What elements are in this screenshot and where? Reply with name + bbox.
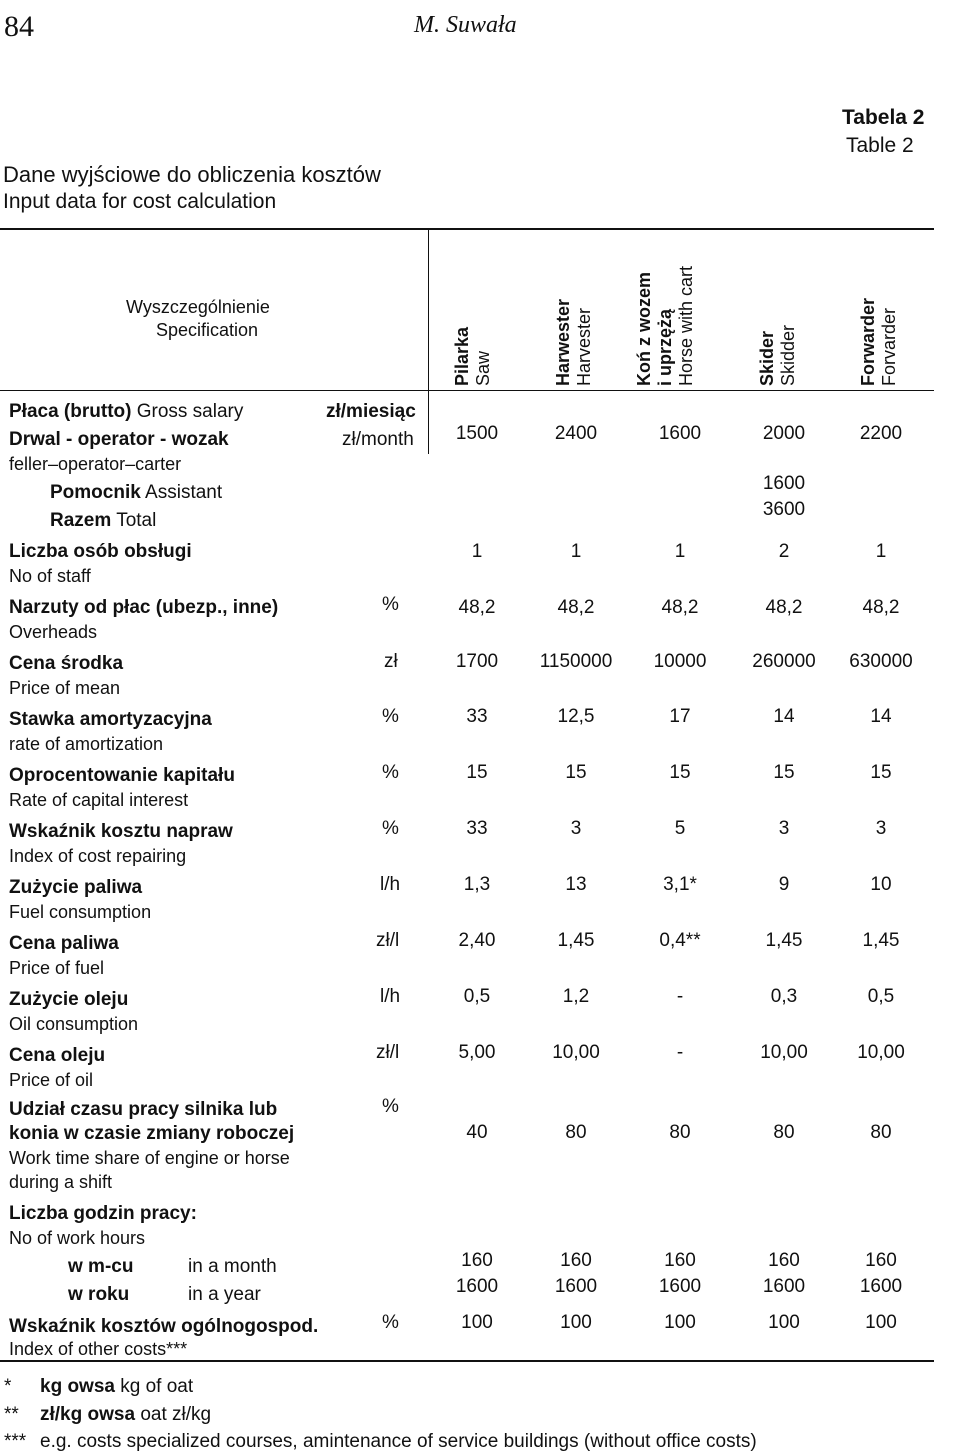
unit-oil-price: zł/l <box>376 1042 400 1063</box>
cell-amort-forwarder: 14 <box>870 706 892 727</box>
cell-general-horse: 100 <box>664 1312 696 1333</box>
cell-staff-forwarder: 1 <box>875 541 887 562</box>
row-label-worktime-en-2: during a shift <box>9 1172 113 1192</box>
cell-staff-horse: 1 <box>674 541 686 562</box>
column-header-harvester: Harwester Harvester <box>553 298 594 386</box>
cell-fuel-harvester: 13 <box>565 874 587 895</box>
cell-worktime-harvester: 80 <box>565 1122 587 1143</box>
cell-year-horse: 1600 <box>658 1276 702 1297</box>
cell-staff-skidder: 2 <box>778 541 790 562</box>
header-bottom-rule <box>0 390 934 391</box>
cell-year-skidder: 1600 <box>762 1276 806 1297</box>
column-header-horse: Koń z wozem i uprzężą Horse with cart <box>634 265 696 386</box>
cell-razem-skidder: 3600 <box>762 499 806 520</box>
row-label-overheads: Narzuty od płac (ubezp., inne) <box>9 597 279 618</box>
row-label-fuel-price-en: Price of fuel <box>9 958 105 978</box>
row-label-drwal: Drwal - operator - wozak <box>9 429 229 450</box>
unit-general: % <box>382 1312 399 1333</box>
row-label-fuel: Zużycie paliwa <box>9 877 143 898</box>
row-label-hours-en: No of work hours <box>9 1228 146 1248</box>
row-label-amort-en: rate of amortization <box>9 734 164 754</box>
unit-salary-pl: zł/miesiąc <box>326 401 416 422</box>
column-header-saw: Pilarka Saw <box>452 326 493 386</box>
cell-repair-harvester: 3 <box>570 818 582 839</box>
cell-drwal-skidder: 2000 <box>762 423 806 444</box>
cell-fuel-price-skidder: 1,45 <box>765 930 803 951</box>
cell-worktime-horse: 80 <box>669 1122 691 1143</box>
row-label-general: Wskaźnik kosztów ogólnogospod. <box>9 1316 319 1337</box>
unit-repair: % <box>382 818 399 839</box>
cell-repair-saw: 33 <box>466 818 488 839</box>
cell-capital-saw: 15 <box>466 762 488 783</box>
cell-oil-price-skidder: 10,00 <box>760 1042 808 1063</box>
cell-price-mean-horse: 10000 <box>653 651 707 672</box>
cell-general-skidder: 100 <box>768 1312 800 1333</box>
cell-fuel-price-saw: 2,40 <box>458 930 496 951</box>
cell-amort-saw: 33 <box>466 706 488 727</box>
cell-overheads-harvester: 48,2 <box>557 597 595 618</box>
table-title-en: Input data for cost calculation <box>3 190 277 213</box>
column-header-forwarder: Forwarder Forvarder <box>858 297 899 386</box>
table-title-pl: Dane wyjściowe do obliczenia kosztów <box>3 162 381 187</box>
unit-amort: % <box>382 706 399 727</box>
row-label-staff: Liczba osób obsługi <box>9 541 192 562</box>
cell-month-skidder: 160 <box>768 1250 800 1271</box>
row-label-worktime-en-1: Work time share of engine or horse <box>9 1148 290 1168</box>
column-header-skidder: Skider Skidder <box>757 324 798 386</box>
cell-amort-harvester: 12,5 <box>557 706 595 727</box>
cell-repair-forwarder: 3 <box>875 818 887 839</box>
row-label-capital: Oprocentowanie kapitału <box>9 765 235 786</box>
row-label-worktime-2: konia w czasie zmiany roboczej <box>9 1123 295 1144</box>
cell-pomocnik-skidder: 1600 <box>762 473 806 494</box>
unit-price-mean: zł <box>384 651 398 672</box>
cell-oil-forwarder: 0,5 <box>867 986 895 1007</box>
row-label-salary: Płaca (brutto) Gross salary <box>9 401 244 422</box>
cell-oil-saw: 0,5 <box>463 986 491 1007</box>
footnote-1: * kg owsa kg of oat <box>4 1376 194 1397</box>
cell-overheads-forwarder: 48,2 <box>862 597 900 618</box>
cell-repair-skidder: 3 <box>778 818 790 839</box>
cell-general-saw: 100 <box>461 1312 493 1333</box>
column-divider <box>428 229 429 454</box>
cell-month-saw: 160 <box>461 1250 493 1271</box>
running-head-author: M. Suwała <box>414 12 517 38</box>
cell-oil-price-forwarder: 10,00 <box>857 1042 905 1063</box>
cell-overheads-skidder: 48,2 <box>765 597 803 618</box>
cell-staff-saw: 1 <box>471 541 483 562</box>
cell-amort-skidder: 14 <box>773 706 795 727</box>
row-label-price-mean: Cena środka <box>9 653 124 674</box>
unit-oil: l/h <box>380 986 401 1007</box>
cell-worktime-saw: 40 <box>466 1122 488 1143</box>
row-label-year-pl: w roku <box>68 1284 130 1305</box>
cell-oil-harvester: 1,2 <box>562 986 590 1007</box>
row-label-fuel-en: Fuel consumption <box>9 902 152 922</box>
row-label-repair-en: Index of cost repairing <box>9 846 187 866</box>
cell-general-forwarder: 100 <box>865 1312 897 1333</box>
table-label-en: Table 2 <box>846 134 914 157</box>
cell-repair-horse: 5 <box>674 818 686 839</box>
spec-header-pl: Wyszczególnienie <box>126 297 270 317</box>
cell-worktime-skidder: 80 <box>773 1122 795 1143</box>
cell-drwal-horse: 1600 <box>658 423 702 444</box>
cell-month-harvester: 160 <box>560 1250 592 1271</box>
row-label-year-en: in a year <box>188 1284 261 1305</box>
row-label-oil-en: Oil consumption <box>9 1014 139 1034</box>
table-label-pl: Tabela 2 <box>842 106 925 129</box>
cell-drwal-forwarder: 2200 <box>859 423 903 444</box>
cell-fuel-price-horse: 0,4** <box>659 930 701 951</box>
cell-oil-price-harvester: 10,00 <box>552 1042 600 1063</box>
unit-fuel: l/h <box>380 874 401 895</box>
cell-capital-horse: 15 <box>669 762 691 783</box>
row-label-worktime-1: Udział czasu pracy silnika lub <box>9 1099 278 1120</box>
cell-oil-price-saw: 5,00 <box>458 1042 496 1063</box>
cell-fuel-price-harvester: 1,45 <box>557 930 595 951</box>
cell-fuel-saw: 1,3 <box>463 874 491 895</box>
unit-fuel-price: zł/l <box>376 930 400 951</box>
cell-oil-horse: - <box>676 986 684 1007</box>
row-label-repair: Wskaźnik kosztu napraw <box>9 821 233 842</box>
cell-year-harvester: 1600 <box>554 1276 598 1297</box>
unit-worktime: % <box>382 1096 399 1117</box>
row-label-month-en: in a month <box>188 1256 277 1277</box>
cell-fuel-skidder: 9 <box>778 874 790 895</box>
row-label-staff-en: No of staff <box>9 566 91 586</box>
table-bottom-rule <box>0 1360 934 1362</box>
cell-capital-forwarder: 15 <box>870 762 892 783</box>
row-label-oil: Zużycie oleju <box>9 989 129 1010</box>
unit-overheads: % <box>382 594 399 615</box>
row-label-amort: Stawka amortyzacyjna <box>9 709 212 730</box>
cell-fuel-price-forwarder: 1,45 <box>862 930 900 951</box>
cell-month-forwarder: 160 <box>865 1250 897 1271</box>
cell-price-mean-harvester: 1150000 <box>539 651 613 672</box>
cell-overheads-saw: 48,2 <box>458 597 496 618</box>
row-label-razem: Razem Total <box>50 510 157 531</box>
row-label-month-pl: w m-cu <box>68 1256 134 1277</box>
cell-general-harvester: 100 <box>560 1312 592 1333</box>
cell-fuel-horse: 3,1* <box>663 874 697 895</box>
cell-capital-harvester: 15 <box>565 762 587 783</box>
row-label-general-en: Index of other costs*** <box>9 1339 188 1359</box>
row-label-overheads-en: Overheads <box>9 622 98 642</box>
cell-overheads-horse: 48,2 <box>661 597 699 618</box>
footnote-2: ** zł/kg owsa oat zł/kg <box>4 1404 212 1425</box>
row-label-oil-price: Cena oleju <box>9 1045 106 1066</box>
cell-month-horse: 160 <box>664 1250 696 1271</box>
row-label-drwal-en: feller–operator–carter <box>9 454 182 474</box>
row-label-hours: Liczba godzin pracy: <box>9 1203 197 1224</box>
row-label-fuel-price: Cena paliwa <box>9 933 119 954</box>
cell-year-forwarder: 1600 <box>859 1276 903 1297</box>
unit-capital: % <box>382 762 399 783</box>
table-top-rule <box>0 228 934 230</box>
cell-drwal-harvester: 2400 <box>554 423 598 444</box>
row-label-price-mean-en: Price of mean <box>9 678 121 698</box>
cell-year-saw: 1600 <box>455 1276 499 1297</box>
row-label-oil-price-en: Price of oil <box>9 1070 94 1090</box>
unit-salary-en: zł/month <box>342 429 414 450</box>
cell-price-mean-forwarder: 630000 <box>849 651 913 672</box>
row-label-capital-en: Rate of capital interest <box>9 790 189 810</box>
row-label-pomocnik: Pomocnik Assistant <box>50 482 223 503</box>
cell-drwal-saw: 1500 <box>455 423 499 444</box>
footnote-3: *** e.g. costs specialized courses, amintenance of service buildings (without office costs) <box>4 1431 757 1452</box>
cell-worktime-forwarder: 80 <box>870 1122 892 1143</box>
cell-staff-harvester: 1 <box>570 541 582 562</box>
cell-oil-skidder: 0,3 <box>770 986 798 1007</box>
cell-capital-skidder: 15 <box>773 762 795 783</box>
cell-oil-price-horse: - <box>676 1042 684 1063</box>
page-number: 84 <box>4 10 34 43</box>
cell-fuel-forwarder: 10 <box>870 874 892 895</box>
cell-amort-horse: 17 <box>669 706 691 727</box>
cell-price-mean-saw: 1700 <box>455 651 499 672</box>
spec-header-en: Specification <box>156 320 259 340</box>
cell-price-mean-skidder: 260000 <box>752 651 816 672</box>
